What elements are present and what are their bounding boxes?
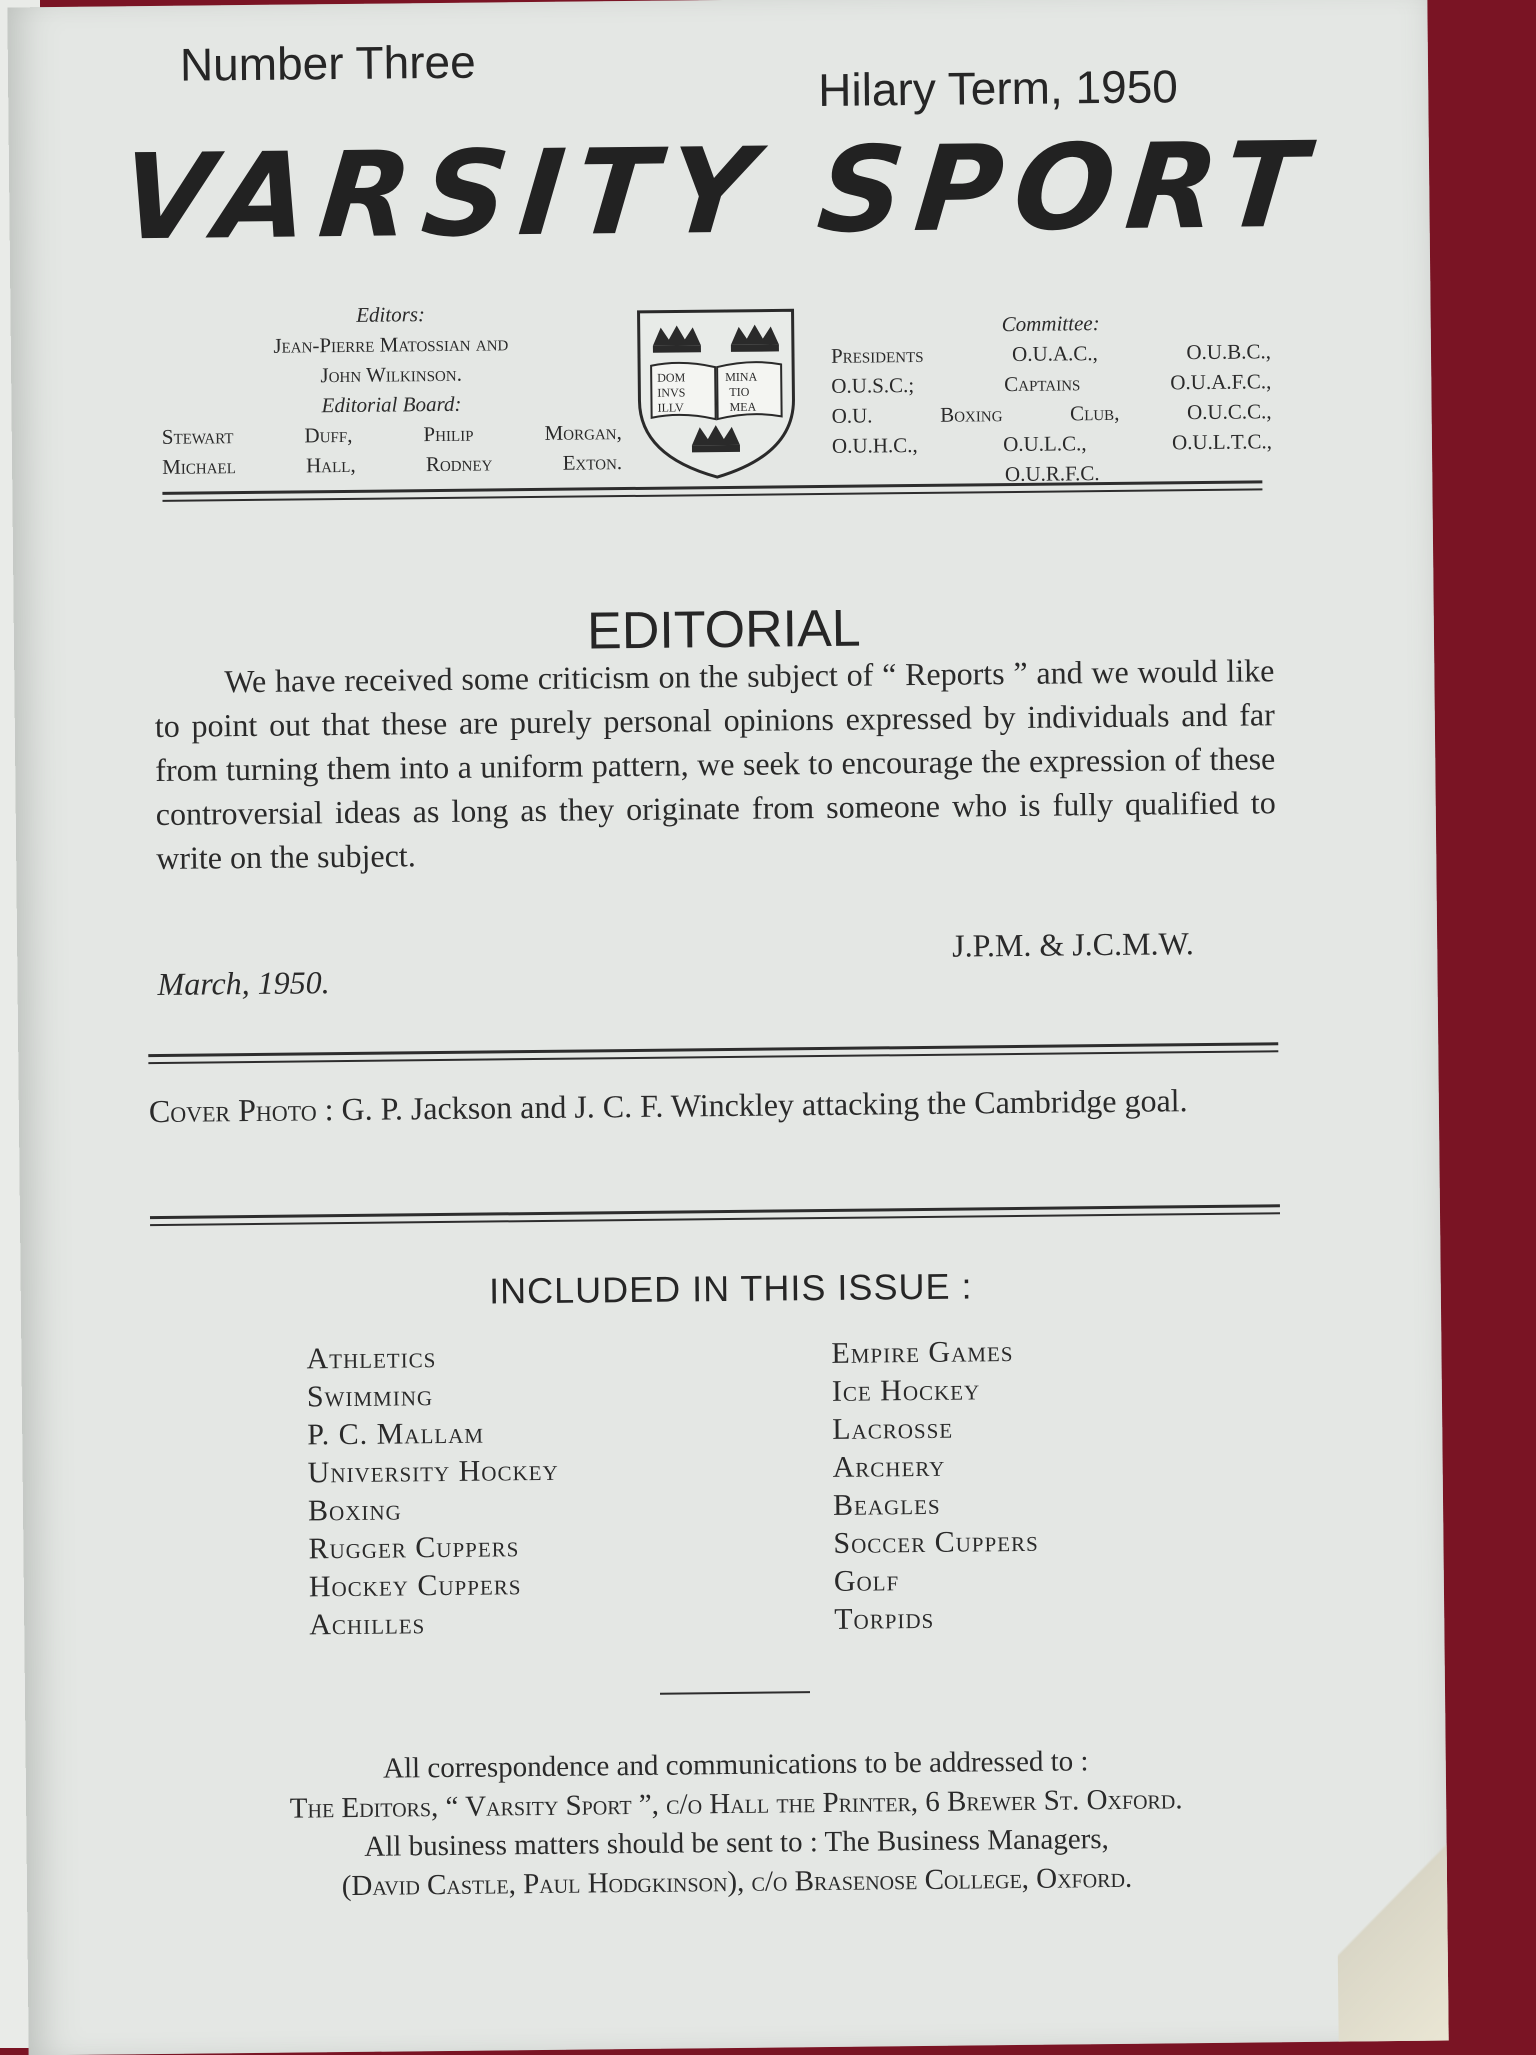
editors-line: Jean-Pierre Matossian and bbox=[273, 331, 509, 358]
editorial-date: March, 1950. bbox=[157, 964, 330, 1002]
contents-item: Beagles bbox=[832, 1487, 941, 1522]
committee-line: O.U.H.C., O.U.L.C., O.U.L.T.C., bbox=[831, 429, 1273, 458]
editorial-signature: J.P.M. & J.C.M.W. bbox=[952, 925, 1194, 964]
editorial-title: EDITORIAL bbox=[586, 599, 861, 661]
page-corner-fold bbox=[1336, 1791, 1449, 2042]
editorial-board-heading: Editorial Board: bbox=[321, 391, 462, 418]
cover-photo-divider bbox=[150, 1204, 1280, 1226]
contents-item: Lacrosse bbox=[832, 1411, 954, 1446]
contents-item: Athletics bbox=[306, 1341, 437, 1376]
footer-line: All correspondence and communications to be addressed to : bbox=[382, 1745, 1089, 1785]
contents-item: Empire Games bbox=[831, 1335, 1014, 1370]
contents-item: Archery bbox=[832, 1449, 946, 1484]
editors-line: John Wilkinson. bbox=[320, 361, 463, 388]
editors-block bbox=[160, 297, 622, 482]
magazine-page bbox=[7, 0, 1448, 2055]
footer-line: (David Castle, Paul Hodgkinson), c/o Brasenose College, Oxford. bbox=[341, 1861, 1133, 1903]
contents-divider bbox=[660, 1691, 810, 1695]
crest-book-text: MEA bbox=[729, 399, 757, 414]
footer-line: All business matters should be sent to : The Business Managers, bbox=[364, 1823, 1109, 1863]
contents-title: INCLUDED IN THIS ISSUE : bbox=[488, 1265, 973, 1312]
cover-photo-caption bbox=[149, 1076, 1279, 1134]
footer-line: The Editors, “ Varsity Sport ”, c/o Hall the Printer, 6 Brewer St. Oxford. bbox=[289, 1783, 1183, 1825]
contents-left-column bbox=[306, 1338, 560, 1645]
committee-block bbox=[831, 306, 1273, 491]
masthead-title: VARSITY SPORT bbox=[115, 115, 1324, 267]
contents-item: Hockey Cuppers bbox=[308, 1568, 522, 1604]
committee-line: O.U.S.C.; Captains O.U.A.F.C., bbox=[831, 369, 1272, 398]
header-divider bbox=[162, 480, 1262, 502]
cover-photo-label: Cover Photo : bbox=[148, 1091, 334, 1130]
issue-number: Number Three bbox=[179, 35, 476, 91]
crest-book-text: ILLV bbox=[657, 400, 684, 415]
committee-line: Presidents O.U.A.C., O.U.B.C., bbox=[830, 339, 1272, 368]
editorial-body: We have received some criticism on the subject of “ Reports ” and we would like to point out that these are purely personal opinions expressed by individuals and far from turning them into a uniform pattern, we seek to encourage the expression of these controversial ideas as long as they originate from someone who is fully qualified to write on the subject. bbox=[154, 652, 1276, 876]
contents-item: Achilles bbox=[309, 1607, 426, 1642]
contents-item: Ice Hockey bbox=[831, 1373, 981, 1408]
committee-line: O.U.R.F.C. bbox=[1004, 461, 1100, 487]
contents-item: Rugger Cuppers bbox=[308, 1530, 520, 1566]
contents-item: Soccer Cuppers bbox=[833, 1524, 1039, 1560]
contents-item: Boxing bbox=[307, 1493, 402, 1528]
issue-term: Hilary Term, 1950 bbox=[817, 60, 1179, 117]
editorial-board-line: Stewart Duff, Philip Morgan, bbox=[161, 420, 622, 449]
contents-item: Golf bbox=[833, 1564, 900, 1598]
correspondence-footer bbox=[126, 1740, 1348, 1909]
contents-item: P. C. Mallam bbox=[307, 1416, 485, 1452]
contents-item: Torpids bbox=[834, 1601, 935, 1636]
committee-heading: Committee: bbox=[1001, 311, 1100, 337]
oxford-university-crest-icon bbox=[630, 304, 802, 481]
contents-item: University Hockey bbox=[307, 1453, 559, 1490]
contents-right-column bbox=[831, 1333, 1039, 1639]
crest-book-text: MINA bbox=[725, 369, 758, 384]
crest-book-text: DOM bbox=[657, 370, 686, 385]
editors-heading: Editors: bbox=[356, 302, 426, 327]
editorial-divider bbox=[148, 1042, 1278, 1064]
editorial-board-line: Michael Hall, Rodney Exton. bbox=[162, 450, 623, 479]
crest-book-text: INVS bbox=[657, 385, 686, 400]
cover-photo-text: G. P. Jackson and J. C. F. Winckley attacking the Cambridge goal. bbox=[341, 1082, 1188, 1128]
crest-book-text: TIO bbox=[729, 384, 750, 399]
contents-item: Swimming bbox=[306, 1379, 434, 1414]
committee-line: O.U. Boxing Club, O.U.C.C., bbox=[831, 399, 1272, 428]
